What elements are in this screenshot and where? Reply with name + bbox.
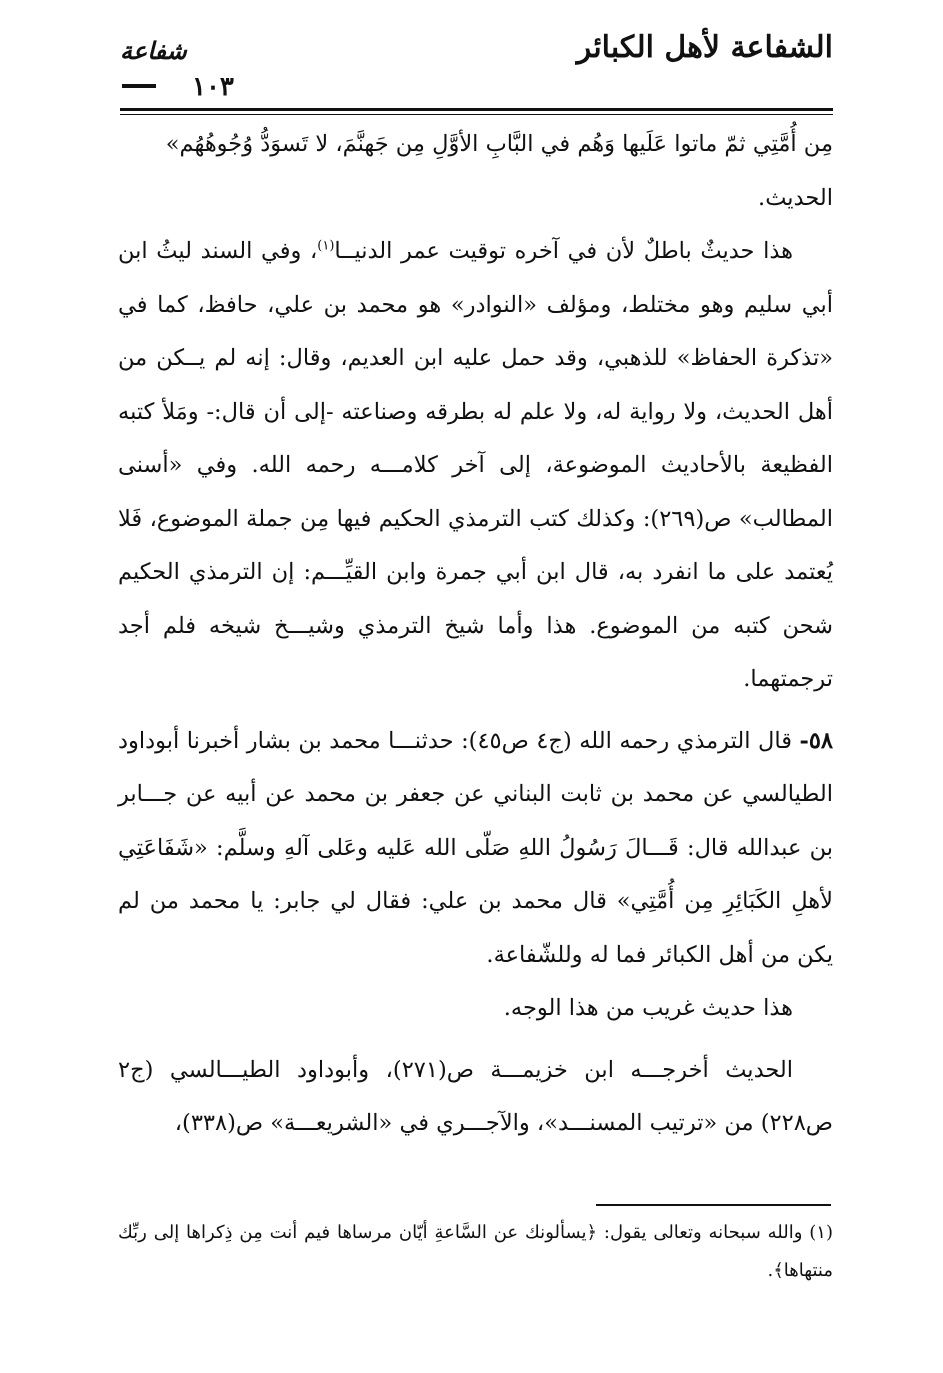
commentary-part-2: ، وفي السند ليثُ ابن أبي سليم وهو مختلط، ومؤلف «النوادر» هو محمد بن علي، حافظ، كما في «تذكرة الحفاظ» للذهبي، وقد حمل عليه ابن العديم، وقال: إنه لم يــكن من أهل الحديث، ولا رواية له، ولا علم له بطرقه وصناعته -إلى أن قال:- ومَلأ كتبه الفظيعة بالأحاديث الموضوعة، إلى آخر كلامـــه رحمه الله. وفي «أسنى المطالب» ص(٢٦٩): وكذلك كتب الترمذي الحكيم فيها مِن جملة الموضوع، فَلا يُعتمد على ما انفرد به، قال ابن أبي جمرة وابن القيِّـــم: إن الترمذي الحكيم شحن كتبه من الموضوع. هذا وأما شيخ الترمذي وشيـــخ شيخه فلم أجد ترجمتهما.	[118, 238, 833, 692]
page-header	[120, 22, 833, 102]
running-title: الشفاعة لأهل الكبائر	[576, 30, 833, 65]
calligraphy-logo: شفاعة	[120, 36, 187, 65]
commentary-paragraph	[118, 225, 833, 707]
header-ornament-mark	[122, 84, 156, 88]
hadith-grade: هذا حديث غريب من هذا الوجه.	[503, 995, 793, 1021]
hadith-number: ٥٨-	[799, 727, 833, 754]
hadith-text: قال الترمذي رحمه الله (ج٤ ص٤٥): حدثنـــا محمد بن بشار أخبرنا أبوداود الطيالسي عن محمد بن ثابت البناني عن جعفر بن محمد عن أبيه عن جـــابر بن عبدالله قال: قَـــالَ رَسُولُ اللهِ صَلّى الله عَليه وعَلى آلهِ وسلَّم: «شَفَاعَتِي لأهلِ الكَبَائِرِ مِن أُمَّتِي» قال محمد بن علي: فقال لي جابر: يا محمد من لم يكن من أهل الكبائر فما له وللشّفاعة.	[118, 727, 833, 968]
continued-hadith-end: الحديث.	[758, 184, 833, 211]
footnote	[118, 1214, 833, 1290]
header-rule-thick	[120, 108, 833, 111]
footnote-text: (١) والله سبحانه وتعالى يقول: ﴿يسألونك عن السَّاعةِ أيّان مرساها فيم أنت مِن ذِكراها إلى ربِّك منتهاها﴾.	[118, 1222, 833, 1281]
commentary-part-1: هذا حديثٌ باطلٌ لأن في آخره توقيت عمر الدنيــا	[334, 238, 793, 264]
main-text	[118, 118, 833, 1151]
footnote-ref: (١)	[317, 238, 335, 254]
hadith-paragraph	[118, 715, 833, 983]
header-rule-thin	[120, 114, 833, 115]
footnote-separator	[596, 1204, 831, 1206]
page-number: ١٠٣	[192, 72, 234, 102]
continued-hadith-line: مِن أُمَّتِي ثمّ ماتوا عَلَيها وَهُم في البَّابِ الأوَّلِ مِن جَهنَّمَ، لا تَسوَدُّ وُجُوهُهُم»	[165, 131, 833, 157]
takhrij-paragraph: الحديث أخرجـــه ابن خزيمـــة ص(٢٧١)، وأبوداود الطيـــالسي (ج٢ ص٢٢٨) من «ترتيب المسنـــد»، والآجـــري في «الشريعـــة» ص(٣٣٨)،	[118, 1056, 833, 1136]
